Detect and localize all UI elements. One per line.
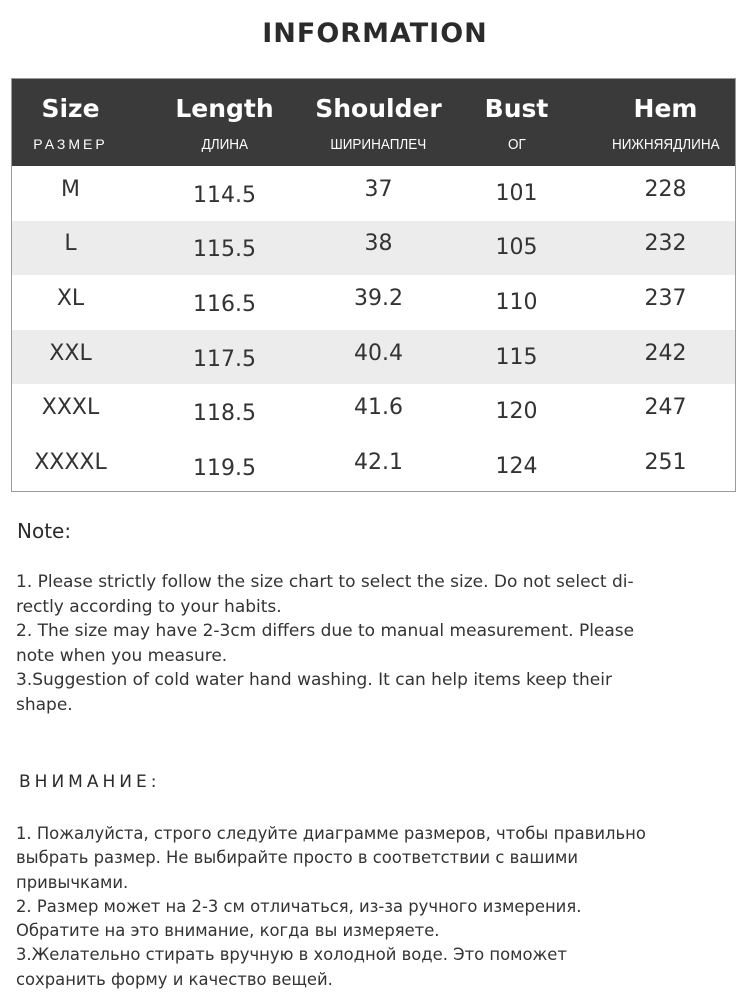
note-ru-line: выбрать размер. Не выбирайте просто в соответствии с вашими [16,848,578,868]
cell-hem: 237 [644,285,687,311]
note-line: 1. Please strictly follow the size chart to select the size. Do not select di- [16,572,634,592]
header-bust-en: Bust [484,94,549,123]
cell-size: XXXXL [34,449,107,475]
note-ru-line: 3.Желательно стирать вручную в холодной воде. Это поможет [16,945,567,965]
size-chart-table [11,78,736,492]
cell-length: 114.5 [193,182,256,208]
table-row [12,166,735,221]
note-heading: Note: [17,519,72,543]
cell-shoulder: 41.6 [354,395,403,421]
cell-shoulder: 38 [364,231,393,257]
cell-hem: 251 [644,449,687,475]
table-header [12,79,735,166]
header-length [129,79,320,166]
cell-shoulder: 42.1 [354,449,403,475]
cell-hem: 247 [644,395,687,421]
table-row [12,384,735,439]
cell-size: XL [56,285,85,311]
note-line: shape. [16,694,73,715]
cell-shoulder: 40.4 [354,340,403,366]
table-row [12,275,735,330]
header-size [12,79,129,166]
cell-shoulder: 37 [364,176,393,202]
table-body [12,166,735,492]
header-length-ru: ДЛИНА [201,136,248,153]
note-line: 3.Suggestion of cold water hand washing. It can help items keep their [16,670,612,690]
cell-bust: 124 [495,453,538,479]
header-shoulder [315,79,442,166]
header-length-en: Length [175,94,274,123]
cell-size: L [64,231,77,257]
header-hem [596,79,735,166]
note-body [16,570,726,717]
cell-length: 116.5 [193,291,256,317]
cell-hem: 232 [644,231,687,257]
cell-size: XXL [49,340,92,366]
note-ru-line: 2. Размер может на 2-3 см отличаться, из-за ручного измерения. [16,896,582,916]
cell-bust: 115 [495,344,538,370]
header-hem-en: Hem [633,94,698,123]
cell-size: M [61,176,80,202]
cell-length: 117.5 [193,346,256,372]
header-hem-ru: НИЖНЯЯДЛИНА [611,136,720,153]
note-ru-line: Обратите на это внимание, когда вы измеряете. [16,921,440,941]
cell-length: 118.5 [193,401,256,427]
cell-size: XXXL [41,395,100,421]
table-row [12,221,735,276]
header-size-ru: РАЗМЕР [33,136,108,152]
cell-shoulder: 39.2 [354,285,403,311]
note-line: note when you measure. [16,645,228,666]
note-ru-line: 1. Пожалуйста, строго следуйте диаграмме размеров, чтобы правильно [16,824,646,843]
note-line: rectly according to your habits. [16,596,282,617]
header-shoulder-ru: ШИРИНАПЛЕЧ [330,136,427,153]
page-title: INFORMATION [262,18,488,49]
cell-bust: 110 [495,289,538,315]
header-size-en: Size [41,94,100,123]
header-shoulder-en: Shoulder [315,94,442,123]
cell-length: 115.5 [193,237,256,263]
table-row [12,439,735,492]
note-ru-heading: ВНИМАНИЕ: [19,772,161,792]
header-bust [437,79,596,166]
note-ru-body [16,822,731,992]
note-line: 2. The size may have 2-3cm differs due to manual measurement. Please [16,621,635,641]
cell-length: 119.5 [193,455,256,481]
cell-bust: 101 [495,180,538,206]
note-ru-line: сохранить форму и качество вещей. [16,969,333,989]
table-row [12,330,735,385]
header-bust-ru: ОГ [507,136,526,153]
cell-bust: 120 [495,399,538,425]
note-ru-line: привычками. [16,872,129,892]
cell-bust: 105 [495,235,538,261]
cell-hem: 228 [644,176,687,202]
cell-hem: 242 [644,340,687,366]
